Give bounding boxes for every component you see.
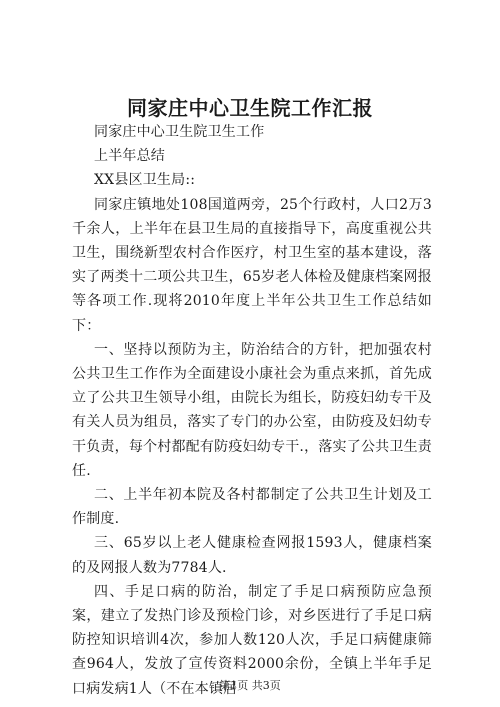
paragraph-item-1: 一、坚持以预防为主，防治结合的方针，把加强农村公共卫生工作作为全面建设小康社会为重点来抓，首先成立了公共卫生领导小组，由院长为组长，防疫妇幼专干及有关人员为组员，落实了专门的办公室，由防疫及妇幼专干负责，每个村都配有防疫妇幼专干.，落实了公共卫生责任.	[72, 341, 432, 479]
document-title: 同家庄中心卫生院工作汇报	[127, 96, 373, 120]
document-body	[72, 120, 432, 701]
paragraph-heading-line-1: 同家庄中心卫生院卫生工作	[94, 124, 265, 140]
paragraph-intro: 同家庄镇地处108国道两旁，25个行政村，人口2万3千余人，上半年在县卫生局的直接指导下，高度重视公共卫生，围绕新型农村合作医疗，村卫生室的基本建设，落实了两类十二项公共卫生，65岁老人体检及健康档案网报等各项工作.现将2010年度上半年公共卫生工作总结如下：	[72, 196, 432, 334]
paragraph-heading-line-2: 上半年总结	[94, 148, 165, 165]
paragraph-item-4: 四、手足口病的防治，制定了手足口病预防应急预案，建立了发热门诊及预检门诊，对乡医进行了手足口病防控知识培训4次，参加人数120人次，手足口病健康筛查964人，发放了宣传资料2000余份，全镇上半年手足口病发病1人（不在本镇居	[72, 583, 432, 697]
paragraph-item-3: 三、65岁以上老人健康检查网报1593人，健康档案的及网报人数为7784人.	[72, 535, 432, 576]
paragraph-salutation: XX县区卫生局::	[94, 172, 196, 189]
paragraph-item-2: 二、上半年初本院及各村都制定了公共卫生计划及工作制度.	[72, 487, 432, 528]
page-number-footer: 第1页 共3页	[219, 679, 281, 692]
